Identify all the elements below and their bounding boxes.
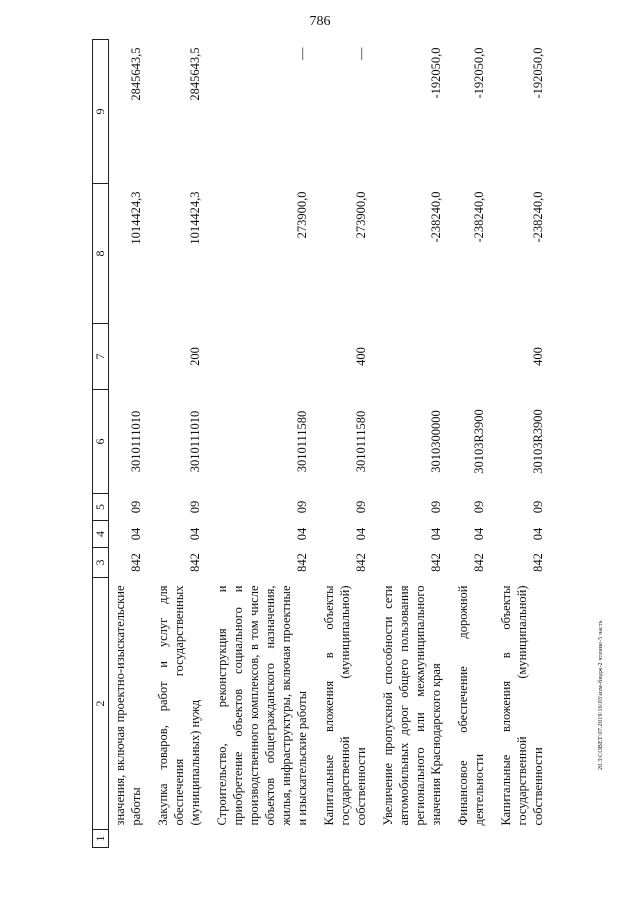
cell-col5: 09 — [295, 500, 310, 514]
table-header-row — [93, 40, 109, 848]
cell-col3: 842 — [472, 553, 487, 572]
cell-col8: -238240,0 — [429, 191, 444, 243]
cell-col4: 04 — [429, 527, 444, 541]
cell-col8: 273900,0 — [354, 191, 369, 239]
table-row — [315, 40, 374, 848]
cell-col5: 09 — [472, 500, 487, 514]
cell-col8: -238240,0 — [472, 191, 487, 243]
row-name: значения, включая проектно-изыскательские работы — [113, 585, 144, 826]
cell-col5: 09 — [354, 500, 369, 514]
cell-col4: 04 — [472, 527, 487, 541]
cell-col6: 3010111580 — [295, 410, 310, 473]
cell-col7: 400 — [354, 347, 369, 366]
cell-col9: -192050,0 — [429, 47, 444, 99]
table-row — [149, 40, 208, 848]
cell-col6: 3010300000 — [429, 410, 444, 473]
cell-col9: -192050,0 — [531, 47, 546, 99]
row-name: Увеличение пропускной способности сети автомобильных дорог общего пользования регионального или межмуниципального значения Краснодарского края — [381, 585, 444, 826]
cell-col7 — [374, 324, 449, 390]
cell-col6: 3010111010 — [129, 410, 144, 473]
cell-col7: 400 — [531, 347, 546, 366]
cell-col3: 842 — [429, 553, 444, 572]
cell-col6: 3010111580 — [354, 410, 369, 473]
document-footer-code: 20.3\СОВЕТ\07.2019\16\03\изм-бюдж-2 чтение-5 часть — [598, 620, 604, 770]
cell-col4: 04 — [531, 527, 546, 541]
column-header: 5 — [93, 494, 109, 521]
cell-col9: 2845643,5 — [129, 47, 144, 101]
cell-col5: 09 — [129, 500, 144, 514]
budget-table — [92, 39, 551, 848]
cell-col9: -192050,0 — [472, 47, 487, 99]
cell-col7 — [449, 324, 492, 390]
column-header: 4 — [93, 521, 109, 548]
cell-col5: 09 — [188, 500, 203, 514]
column-header: 2 — [93, 578, 109, 830]
column-header: 9 — [93, 40, 109, 184]
rotated-table-container — [92, 40, 580, 848]
cell-col4: 04 — [129, 527, 144, 541]
cell-col3: 842 — [354, 553, 369, 572]
row-name: Капитальные вложения в объекты государственной (муниципальной) собственности — [499, 585, 546, 826]
row-name: Строительство, реконструкция и приобретение объектов социального и производственного комплексов, в том числе объектов общегражданского назначения, жилья, инфраструктуры, включая проектные и изыскательские работы — [215, 585, 310, 826]
row-name: Финансовое обеспечение дорожной деятельности — [456, 585, 487, 826]
cell-col6: 30103R3900 — [472, 409, 487, 474]
table-row — [109, 40, 150, 848]
row-name: Закупка товаров, работ и услуг для обеспечения государственных (муниципальных) нужд — [156, 585, 203, 826]
column-header: 3 — [93, 548, 109, 578]
cell-col7 — [208, 324, 315, 390]
cell-col7: 200 — [188, 347, 203, 366]
column-header: 6 — [93, 390, 109, 494]
cell-col6: 3010111010 — [188, 410, 203, 473]
cell-col3: 842 — [295, 553, 310, 572]
cell-col8: 1014424,3 — [188, 191, 203, 245]
column-header: 8 — [93, 184, 109, 324]
cell-col4: 04 — [295, 527, 310, 541]
cell-col3: 842 — [129, 553, 144, 572]
column-header: 1 — [93, 830, 109, 848]
cell-col3: 842 — [188, 553, 203, 572]
cell-col3: 842 — [531, 553, 546, 572]
cell-col8: 1014424,3 — [129, 191, 144, 245]
table-row — [208, 40, 315, 848]
page-number: 786 — [309, 14, 331, 29]
cell-col7 — [109, 324, 150, 390]
cell-col8: -238240,0 — [531, 191, 546, 243]
table-row — [449, 40, 492, 848]
cell-col9-dash: — — [354, 47, 369, 60]
table-row — [492, 40, 551, 848]
cell-col4: 04 — [354, 527, 369, 541]
cell-col9-dash: — — [295, 47, 310, 60]
cell-col5: 09 — [429, 500, 444, 514]
column-header: 7 — [93, 324, 109, 390]
row-name: Капитальные вложения в объекты государственной (муниципальной) собственности — [322, 585, 369, 826]
table-row — [374, 40, 449, 848]
cell-col9: 2845643,5 — [188, 47, 203, 101]
cell-col5: 09 — [531, 500, 546, 514]
cell-col8: 273900,0 — [295, 191, 310, 239]
cell-col6: 30103R3900 — [531, 409, 546, 474]
cell-col4: 04 — [188, 527, 203, 541]
